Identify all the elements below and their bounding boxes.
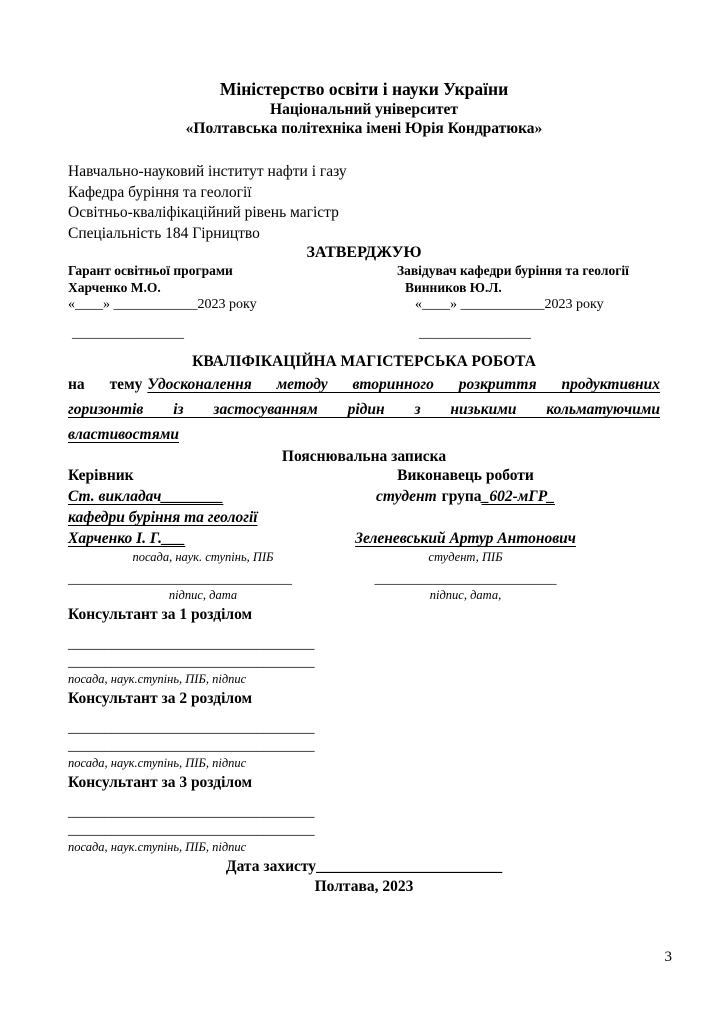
institute-line: Навчально-науковий інститут нафти і газу — [68, 163, 347, 180]
consultant-3-line-2: __________________________________ — [68, 822, 315, 838]
supervisor-label: Керівник — [68, 467, 134, 484]
department-line: Кафедра буріння та геології — [68, 183, 252, 201]
approval-right-column — [397, 262, 660, 342]
supervisor-column — [68, 466, 338, 603]
group-value: _602-мГР_ — [481, 488, 555, 505]
supervisor-caption: посада, наук. ступінь, ПІБ — [132, 550, 274, 564]
executor-name: Зеленевський Артур Антонович — [355, 530, 576, 547]
executor-label: Виконавець роботи — [397, 467, 534, 484]
university-name-line: «Полтавська політехніка імені Юрія Кондратюка» — [185, 120, 543, 137]
topic-text-2: горизонтів із застосуванням рідин з низькими кольматуючими — [68, 401, 660, 418]
group-word: група — [441, 488, 482, 505]
consultant-3-line-1: __________________________________ — [68, 804, 315, 820]
consultant-2-line-2: __________________________________ — [68, 738, 315, 754]
consultant-1-line-1: __________________________________ — [68, 636, 315, 652]
approve-heading: ЗАТВЕРДЖУЮ — [306, 244, 422, 261]
consultant-2-line-1: __________________________________ — [68, 720, 315, 736]
specialty-line: Спеціальність 184 Гірництво — [68, 224, 260, 242]
consultant-block-1 — [68, 605, 660, 687]
consultant-block-3 — [68, 773, 660, 855]
consultant-2-caption: посада, наук.ступінь, ПІБ, підпис — [68, 756, 247, 770]
supervisor-signature-caption: підпис, дата — [168, 588, 238, 602]
topic-label: на тему — [68, 376, 143, 393]
executor-signature-line: __________________________ — [374, 572, 557, 587]
topic-line-3 — [68, 422, 660, 447]
approval-left-column — [68, 262, 397, 342]
university-line: Національний університет — [270, 101, 458, 118]
consultant-3-title: Консультант за 3 розділом — [68, 774, 253, 791]
explanatory-note-subtitle: Пояснювальна записка — [281, 448, 447, 465]
executor-caption: студент, ПІБ — [428, 550, 503, 564]
head-signature-line: ________________ — [419, 326, 531, 341]
head-name: Винников Ю.Л. — [405, 280, 502, 295]
consultant-3-caption: посада, наук.ступінь, ПІБ, підпис — [68, 840, 247, 854]
guarantor-role: Гарант освітньої програми — [68, 263, 233, 278]
defense-date-line — [68, 857, 660, 877]
education-level-line: Освітньо-кваліфікаційний рівень магістр — [68, 204, 339, 221]
student-word: студент — [376, 488, 437, 505]
work-title: КВАЛІФІКАЦІЙНА МАГІСТЕРСЬКА РОБОТА — [192, 353, 536, 370]
defense-date-blank: ________________________ — [316, 858, 503, 875]
supervisor-position-1: Ст. викладач________ — [68, 488, 224, 505]
consultant-1-line-2: __________________________________ — [68, 654, 315, 670]
ministry-line: Міністерство освіти і науки України — [219, 79, 509, 99]
page-number: 3 — [664, 949, 672, 965]
topic-text-1: Удосконалення методу вторинного розкриття продуктивних — [147, 376, 660, 393]
people-columns — [68, 466, 660, 603]
consultant-1-caption: посада, наук.ступінь, ПІБ, підпис — [68, 672, 247, 686]
topic-line-1 — [68, 372, 660, 397]
consultant-2-title: Консультант за 2 розділом — [68, 690, 253, 707]
executor-column — [338, 466, 593, 603]
executor-group-line — [338, 486, 593, 507]
info-block — [68, 162, 660, 244]
topic-line-2 — [68, 397, 660, 422]
approval-columns — [68, 262, 660, 342]
supervisor-position-2: кафедри буріння та геології — [68, 509, 258, 526]
guarantor-date-line: «____» ____________2023 року — [68, 297, 257, 312]
consultant-1-title: Консультант за 1 розділом — [68, 606, 253, 623]
consultant-block-2 — [68, 689, 660, 771]
guarantor-name: Харченко М.О. — [68, 280, 161, 295]
head-date-line: «____» ____________2023 року — [415, 297, 604, 312]
defense-date-label: Дата захисту — [225, 858, 317, 875]
topic-text-3: властивостями — [68, 426, 180, 443]
city-year-line: Полтава, 2023 — [314, 878, 414, 895]
supervisor-signature-line: ________________________________ — [68, 572, 292, 587]
guarantor-signature-line: ________________ — [72, 326, 184, 341]
supervisor-name: Харченко І. Г.___ — [68, 530, 186, 547]
head-role: Завідувач кафедри буріння та геології — [397, 263, 629, 278]
executor-signature-caption: підпис, дата, — [429, 588, 502, 602]
